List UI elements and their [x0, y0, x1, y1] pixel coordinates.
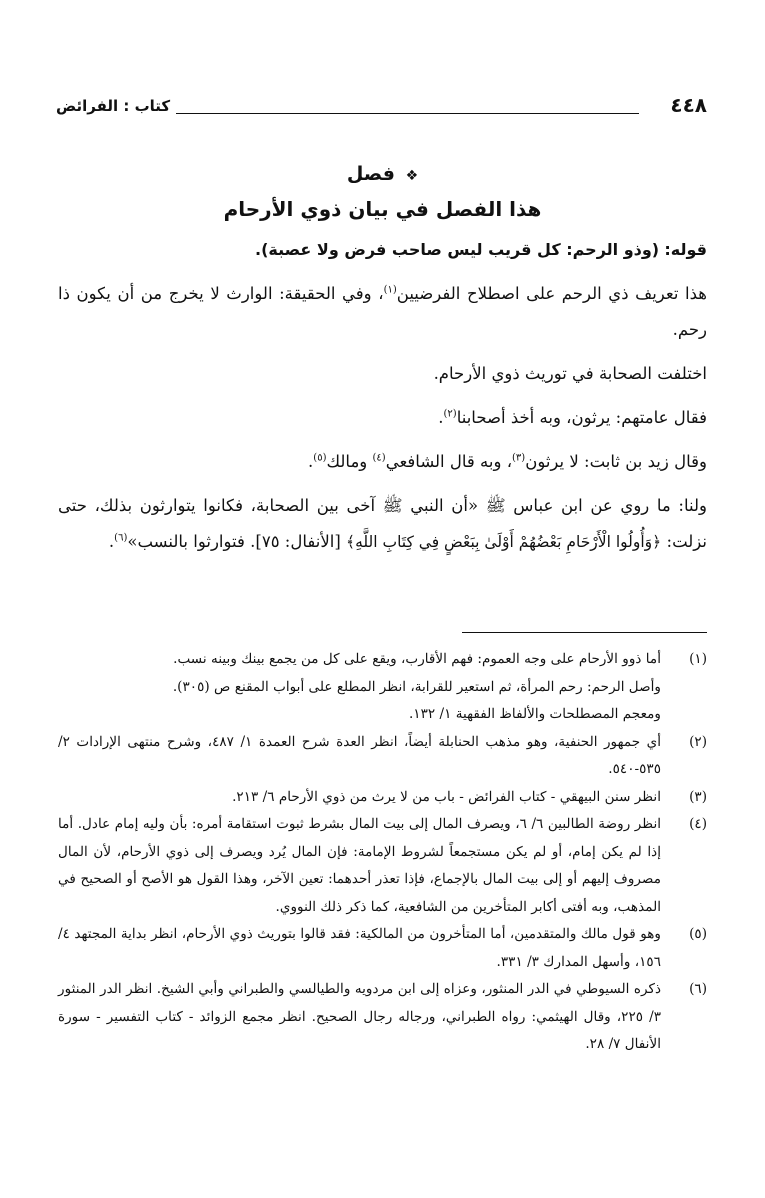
footnote-line: أي جمهور الحنفية، وهو مذهب الحنابلة أيضاً، انظر العدة شرح العمدة ١/ ٤٨٧، وشرح منتهى الإرادات ٢/ ٥٣٥-٥٤٠. [58, 733, 662, 777]
section-heading [56, 160, 709, 190]
footnote [58, 811, 707, 921]
footnote [58, 729, 707, 784]
footnote-line: انظر سنن البيهقي - كتاب الفرائض - باب من لا يرث من ذوي الأرحام ٦/ ٢١٣. [232, 788, 661, 805]
footnote [58, 976, 707, 1059]
footnote-number: (٢) [689, 733, 707, 750]
footnote-ref: (٢) [443, 408, 457, 420]
footnote-line: وأصل الرحم: رحم المرأة، ثم استعير للقرابة، انظر المطلع على أبواب المقنع ص (٣٠٥). [172, 678, 661, 695]
footnote [58, 784, 707, 812]
footnote-number: (٦) [689, 981, 707, 997]
footnote-separator [462, 632, 707, 633]
footnote-ref: (٤) [372, 452, 386, 464]
paragraph-text: ، وبه قال الشافعي [385, 452, 513, 471]
paragraph [58, 232, 707, 268]
footnote-number: (١) [689, 651, 707, 667]
matn-quote: (وذو الرحم: كل قريب ليس صاحب فرض ولا عصبة). [255, 240, 660, 259]
paragraph-text: فقال عامتهم: يرثون، وبه أخذ أصحابنا [456, 408, 707, 427]
section-label: فصل [346, 163, 395, 185]
lead-word: قوله: [664, 240, 707, 259]
footnote-number: (٤) [689, 816, 707, 832]
quran-quote: ﴿وَأُولُوا الْأَرْحَامِ بَعْضُهُمْ أَوْلَىٰ بِبَعْضٍ فِي كِتَابِ اللَّهِ﴾ [346, 533, 662, 551]
main-text [58, 232, 707, 568]
paragraph-text: . [438, 408, 444, 427]
running-header [56, 92, 709, 120]
footnote-line: انظر روضة الطالبين ٦/ ٦، ويصرف المال إلى بيت المال بشرط ثبوت استقامة أمره: بأن وليه إمام عادل. أما إذا لم يكن إمام، أو لم يكن مستجمعاً لشروط الإمامة: فإن المال يُرد ويصرف إلى ذوي الأرحام، لأن المال مصروف إليهم أو إلى بيت المال بالإجماع، فإذا تعذر أحدهما: تعين الآخر، وهذا القول هو الأصح أو الصحيح في المذهب، وبه أفتى أكابر المتأخرين من الشافعية، كما ذكر ذلك النووي. [58, 816, 661, 915]
paragraph-text: اختلفت الصحابة في توريث ذوي الأرحام. [433, 364, 707, 383]
footnote [58, 646, 707, 729]
paragraph-text: ولنا: ما روي عن ابن عباس ﷺ «أن النبي ﷺ آخى بين الصحابة، فكانوا يتوارثون بذلك، حتى نزلت: [58, 496, 707, 551]
header-rule [176, 113, 639, 114]
paragraph [58, 488, 707, 560]
footnote-ref: (٣) [512, 452, 526, 464]
paragraph [58, 444, 707, 480]
paragraph-text: هذا تعريف ذي الرحم على اصطلاح الفرضيين [396, 284, 708, 303]
paragraph-text: . [108, 532, 115, 551]
section-subtitle: هذا الفصل في بيان ذوي الأرحام [223, 197, 542, 221]
book-title: كتاب : الفرائض [56, 97, 171, 115]
page-number: ٤٤٨ [670, 93, 707, 117]
footnote-line: أما ذوو الأرحام على وجه العموم: فهم الأقارب، ويقع على كل من يجمع بينك وبينه نسب. [173, 651, 661, 667]
footnote-ref: (٦) [114, 532, 128, 544]
paragraph [58, 276, 707, 348]
footnote-ref: (١) [383, 284, 397, 296]
footnote-number: (٥) [689, 926, 707, 942]
paragraph [58, 400, 707, 436]
footnotes [58, 646, 707, 1059]
footnote-ref: (٥) [313, 452, 327, 464]
paragraph-text: [الأنفال: ٧٥]. فتوارثوا بالنسب» [127, 532, 346, 551]
paragraph-text: ومالك [326, 452, 373, 471]
footnote-line: وهو قول مالك والمتقدمين، أما المتأخرون من المالكية: فقد قالوا بتوريث ذوي الأرحام، انظر بداية المجتهد ٤/ ١٥٦، وأسهل المدارك ٣/ ٣٣١. [58, 926, 661, 970]
footnote [58, 921, 707, 976]
diamond-ornament-icon: ❖ [405, 168, 419, 184]
footnote-number: (٣) [689, 788, 707, 805]
paragraph-text: ، وفي الحقيقة: الوارث لا يخرج من أن يكون ذا رحم. [58, 284, 707, 339]
footnote-line: ذكره السيوطي في الدر المنثور، وعزاه إلى ابن مردويه والطيالسي والطبراني وأبي الشيخ. انظر الدر المنثور ٣/ ٢٢٥، وقال الهيثمي: رواه الطبراني، ورجاله رجال الصحيح. انظر مجمع الزوائد - كتاب التفسير - سورة الأنفال ٧/ ٢٨. [58, 981, 661, 1052]
footnote-line: ومعجم المصطلحات والألفاظ الفقهية ١/ ١٣٢. [408, 706, 661, 722]
paragraph-text: . [308, 452, 314, 471]
paragraph [58, 356, 707, 392]
paragraph-text: وقال زيد بن ثابت: لا يرثون [525, 452, 707, 471]
